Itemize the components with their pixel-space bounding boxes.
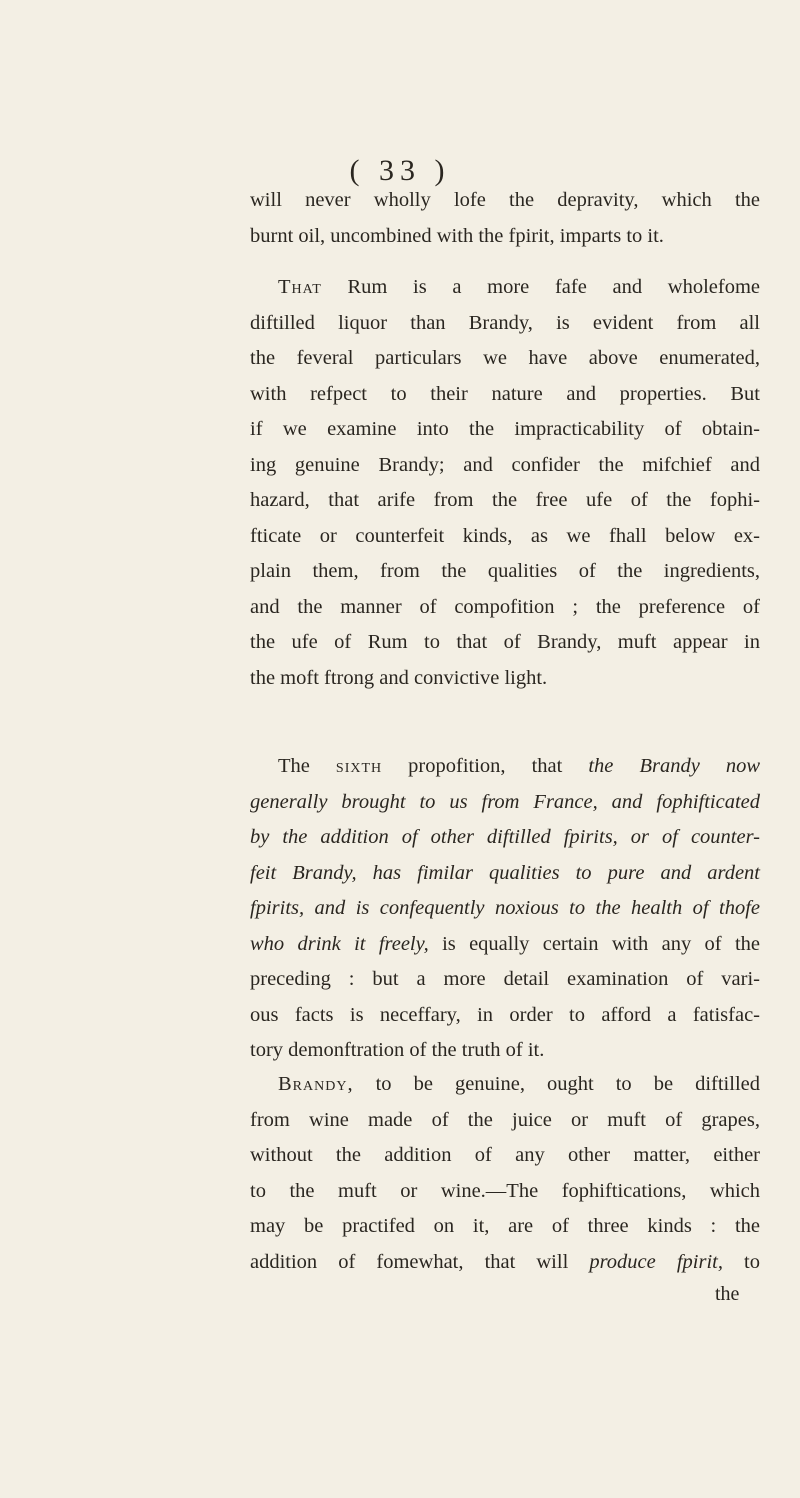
text-line: will never wholly lofe the depravity, which the — [250, 189, 760, 211]
catchword: the — [715, 1283, 740, 1305]
text-line: diftilled liquor than Brandy, is evident from all — [250, 311, 760, 334]
italic-span: who drink it freely, — [250, 932, 429, 955]
paragraph-4 — [250, 1067, 760, 1280]
text-line: fticate or counterfeit kinds, as we fhall below ex- — [250, 524, 760, 547]
text-line: with refpect to their nature and properties. But — [250, 382, 760, 405]
paragraph-2 — [250, 270, 760, 696]
italic-span: the Brandy now — [588, 755, 760, 777]
paragraph-1 — [250, 183, 760, 254]
text-line: the ufe of Rum to that of Brandy, muft appear in — [250, 631, 760, 653]
text-line: without the addition of any other matter, either — [250, 1144, 760, 1166]
text-line: the feveral particulars we have above enumerated, — [250, 347, 760, 369]
text-line: to the muft or wine.—The fophiftications, which — [250, 1179, 760, 1202]
italic-line: feit Brandy, has fimilar qualities to pure and ardent — [250, 861, 760, 884]
small-caps-lead: That — [278, 276, 322, 298]
text-line: burnt oil, uncombined with the fpirit, imparts to it. — [250, 224, 664, 247]
text-line: hazard, that arife from the free ufe of the fophi- — [250, 489, 760, 511]
italic-line: fpirits, and is confequently noxious to the health of thofe — [250, 897, 760, 919]
text-span: is equally certain with any of the — [428, 932, 760, 955]
text-line: and the manner of compofition ; the preference of — [250, 595, 760, 618]
text-line: from wine made of the juice or muft of grapes, — [250, 1108, 760, 1131]
text-line: may be practifed on it, are of three kinds : the — [250, 1215, 760, 1237]
text-span: addition of fomewhat, that will — [250, 1250, 590, 1273]
small-caps-lead: Brandy, — [278, 1073, 354, 1095]
text-span: to — [722, 1250, 760, 1273]
text-span: to be genuine, ought to be diftilled — [353, 1073, 760, 1095]
small-caps-word: sixth — [335, 755, 383, 777]
text-line: Rum is a more fafe and wholefome — [321, 276, 760, 298]
text-line: tory demonftration of the truth of it. — [250, 1039, 545, 1061]
text-line: ous facts is neceffary, in order to afford a fatisfac- — [250, 1003, 760, 1026]
text-line: preceding : but a more detail examination of vari- — [250, 968, 760, 990]
page-number: ( 33 ) — [349, 154, 451, 187]
text-span: propofition, that — [382, 755, 589, 777]
text-span: The — [278, 755, 336, 777]
text-line: the moft ftrong and convictive light. — [250, 666, 548, 689]
text-line: ing genuine Brandy; and confider the mifchief and — [250, 453, 760, 476]
text-line: plain them, from the qualities of the ingredients, — [250, 560, 760, 582]
text-line: if we examine into the impracticability of obtain- — [250, 418, 760, 440]
italic-line: by the addition of other diftilled fpirits, or of counter- — [250, 826, 760, 848]
paragraph-3 — [250, 749, 760, 1069]
italic-line: generally brought to us from France, and fophifticated — [250, 790, 760, 813]
italic-span: produce fpirit, — [589, 1250, 723, 1273]
